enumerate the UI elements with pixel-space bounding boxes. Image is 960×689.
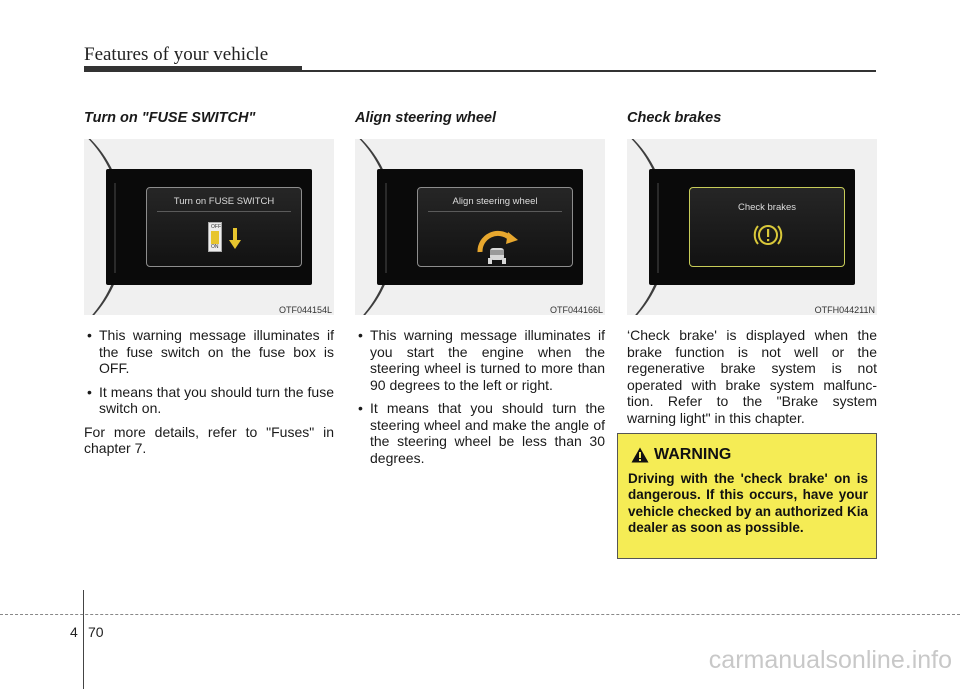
- brake-warning-icon: [753, 220, 783, 250]
- fuse-switch-icon: [208, 222, 222, 252]
- list-item: • It means that you should turn the steering wheel and make the angle of the steering wheel be less than 30 degrees.: [355, 400, 605, 466]
- panel-message: Turn on FUSE SWITCH: [173, 196, 275, 207]
- message-panel: [417, 187, 573, 267]
- panel-divider: [157, 211, 291, 212]
- fuse-on-label: ON: [211, 244, 219, 250]
- cluster-figure: [84, 139, 334, 315]
- bullet-list: [355, 327, 605, 466]
- warning-heading: [628, 444, 868, 466]
- panel-message: Align steering wheel: [452, 196, 538, 207]
- paragraph: For more details, refer to "Fuses" in chapter 7.: [84, 423, 334, 456]
- page-number: 70: [88, 624, 104, 640]
- paragraph: ‘Check brake' is displayed when the brake function is not well or the regenerative brake system is not operated with brake system malfunc-tion. Refer to the "Brake system warning light" in this chapter.: [627, 327, 877, 426]
- section-fuse-switch: [84, 110, 334, 457]
- section-title: Turn on "FUSE SWITCH": [84, 110, 256, 126]
- cluster-screen: [649, 169, 855, 285]
- message-panel: [689, 187, 845, 267]
- warning-box: [617, 433, 877, 559]
- bullet-list: [84, 327, 334, 417]
- footer-vertical-rule: [83, 590, 84, 689]
- list-item: • This warning message illuminates if you start the engine when the steering wheel is turned to more than 90 degrees to the left or right.: [355, 327, 605, 393]
- section-align-steering: [355, 110, 605, 473]
- panel-message: Check brakes: [737, 202, 797, 213]
- header-rule: [84, 70, 876, 72]
- list-item: • It means that you should turn the fuse switch on.: [84, 384, 334, 417]
- section-title: Check brakes: [627, 110, 722, 126]
- figure-code: OTFH044211N: [814, 305, 875, 315]
- fuse-slot: [211, 231, 219, 244]
- message-panel: [146, 187, 302, 267]
- warning-heading-text: WARNING: [654, 446, 732, 463]
- fuse-off-label: OFF: [211, 224, 221, 230]
- footer-dashed-rule: [0, 614, 960, 615]
- screen-gauge-bar: [385, 183, 393, 273]
- figure-code: OTF044166L: [549, 305, 603, 315]
- panel-divider: [428, 211, 562, 212]
- screen-gauge-bar: [114, 183, 122, 273]
- cluster-figure: [627, 139, 877, 315]
- screen-gauge-bar: [657, 183, 665, 273]
- page-chapter-number: 4: [70, 624, 78, 640]
- figure-code: OTF044154L: [278, 305, 332, 315]
- cluster-figure: [355, 139, 605, 315]
- warning-body: Driving with the 'check brake' on is dangerous. If this occurs, have your vehicle checked by an authorized Kia dealer as soon as possible.: [628, 471, 868, 535]
- arrow-down-icon: [229, 228, 241, 250]
- steering-wheel-icon: [466, 222, 526, 266]
- cluster-screen: [106, 169, 312, 285]
- warning-triangle-icon: [631, 447, 649, 463]
- section-title: Align steering wheel: [355, 110, 496, 126]
- section-check-brakes: [627, 110, 877, 426]
- cluster-screen: [377, 169, 583, 285]
- watermark: carmanualsonline.info: [708, 646, 952, 674]
- list-item: • This warning message illuminates if the fuse switch on the fuse box is OFF.: [84, 327, 334, 377]
- page-header-title: Features of your vehicle: [84, 44, 269, 65]
